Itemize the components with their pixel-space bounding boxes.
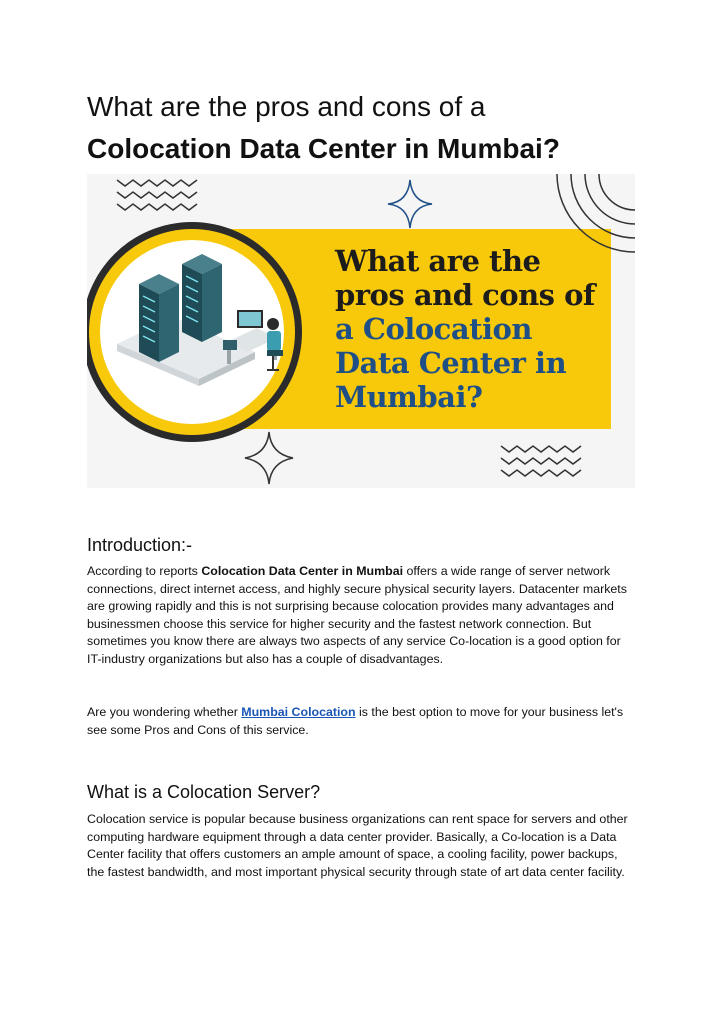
intro-p1-bold: Colocation Data Center in Mumbai	[201, 564, 404, 578]
title-line-2: Colocation Data Center in Mumbai?	[87, 133, 560, 164]
zigzag-decoration-top	[117, 180, 197, 210]
zigzag-decoration-bottom	[501, 446, 581, 476]
hero-heading	[335, 244, 615, 414]
hero-line-3: a Colocation	[335, 312, 532, 346]
hero-image	[87, 174, 635, 488]
server-rack-icon	[139, 274, 179, 362]
intro-p1-start: According to reports	[87, 564, 202, 578]
page-title	[87, 86, 647, 170]
hero-line-1: What are the	[335, 244, 541, 278]
colocation-heading: What is a Colocation Server?	[87, 782, 321, 802]
title-line-1: What are the pros and cons of a	[87, 91, 486, 122]
intro-p1-rest: offers a wide range of server network connections, direct internet access, and highly secure physical security layers. Datacenter markets are growing rapidly and this is not surprising because colocation provides many advantages and businessmen choose this service for higher security and the fastest network connection. But sometimes you know there are always two aspects of any service Co-location is a good option for IT-industry organizations but also has a couple of disadvantages.	[87, 564, 627, 666]
hero-line-2: pros and cons of	[335, 278, 595, 312]
sparkle-star-top	[388, 180, 432, 228]
intro-paragraph-2	[87, 704, 635, 739]
sparkle-star-bottom	[245, 432, 293, 484]
intro-heading: Introduction:-	[87, 535, 193, 555]
intro-p2-start: Are you wondering whether	[87, 705, 242, 719]
mumbai-colocation-link[interactable]: Mumbai Colocation	[241, 705, 356, 719]
colocation-paragraph: Colocation service is popular because business organizations can rent space for servers and other computing hardware equipment through a data center provider. Basically, a Co-location is a Data Center facility that offers customers an ample amount of space, a cooling facility, power backups, the fastest bandwidth, and most important physical security through state of art data center facility.	[87, 812, 628, 879]
hero-line-4: Data Center in	[335, 346, 567, 380]
intro-paragraph-1	[87, 563, 635, 669]
server-rack-icon	[182, 254, 222, 342]
hero-line-5: Mumbai?	[335, 380, 483, 414]
intro-p2-rest: is the best option to move for your business let's see some Pros and Cons of this service.	[87, 705, 624, 737]
